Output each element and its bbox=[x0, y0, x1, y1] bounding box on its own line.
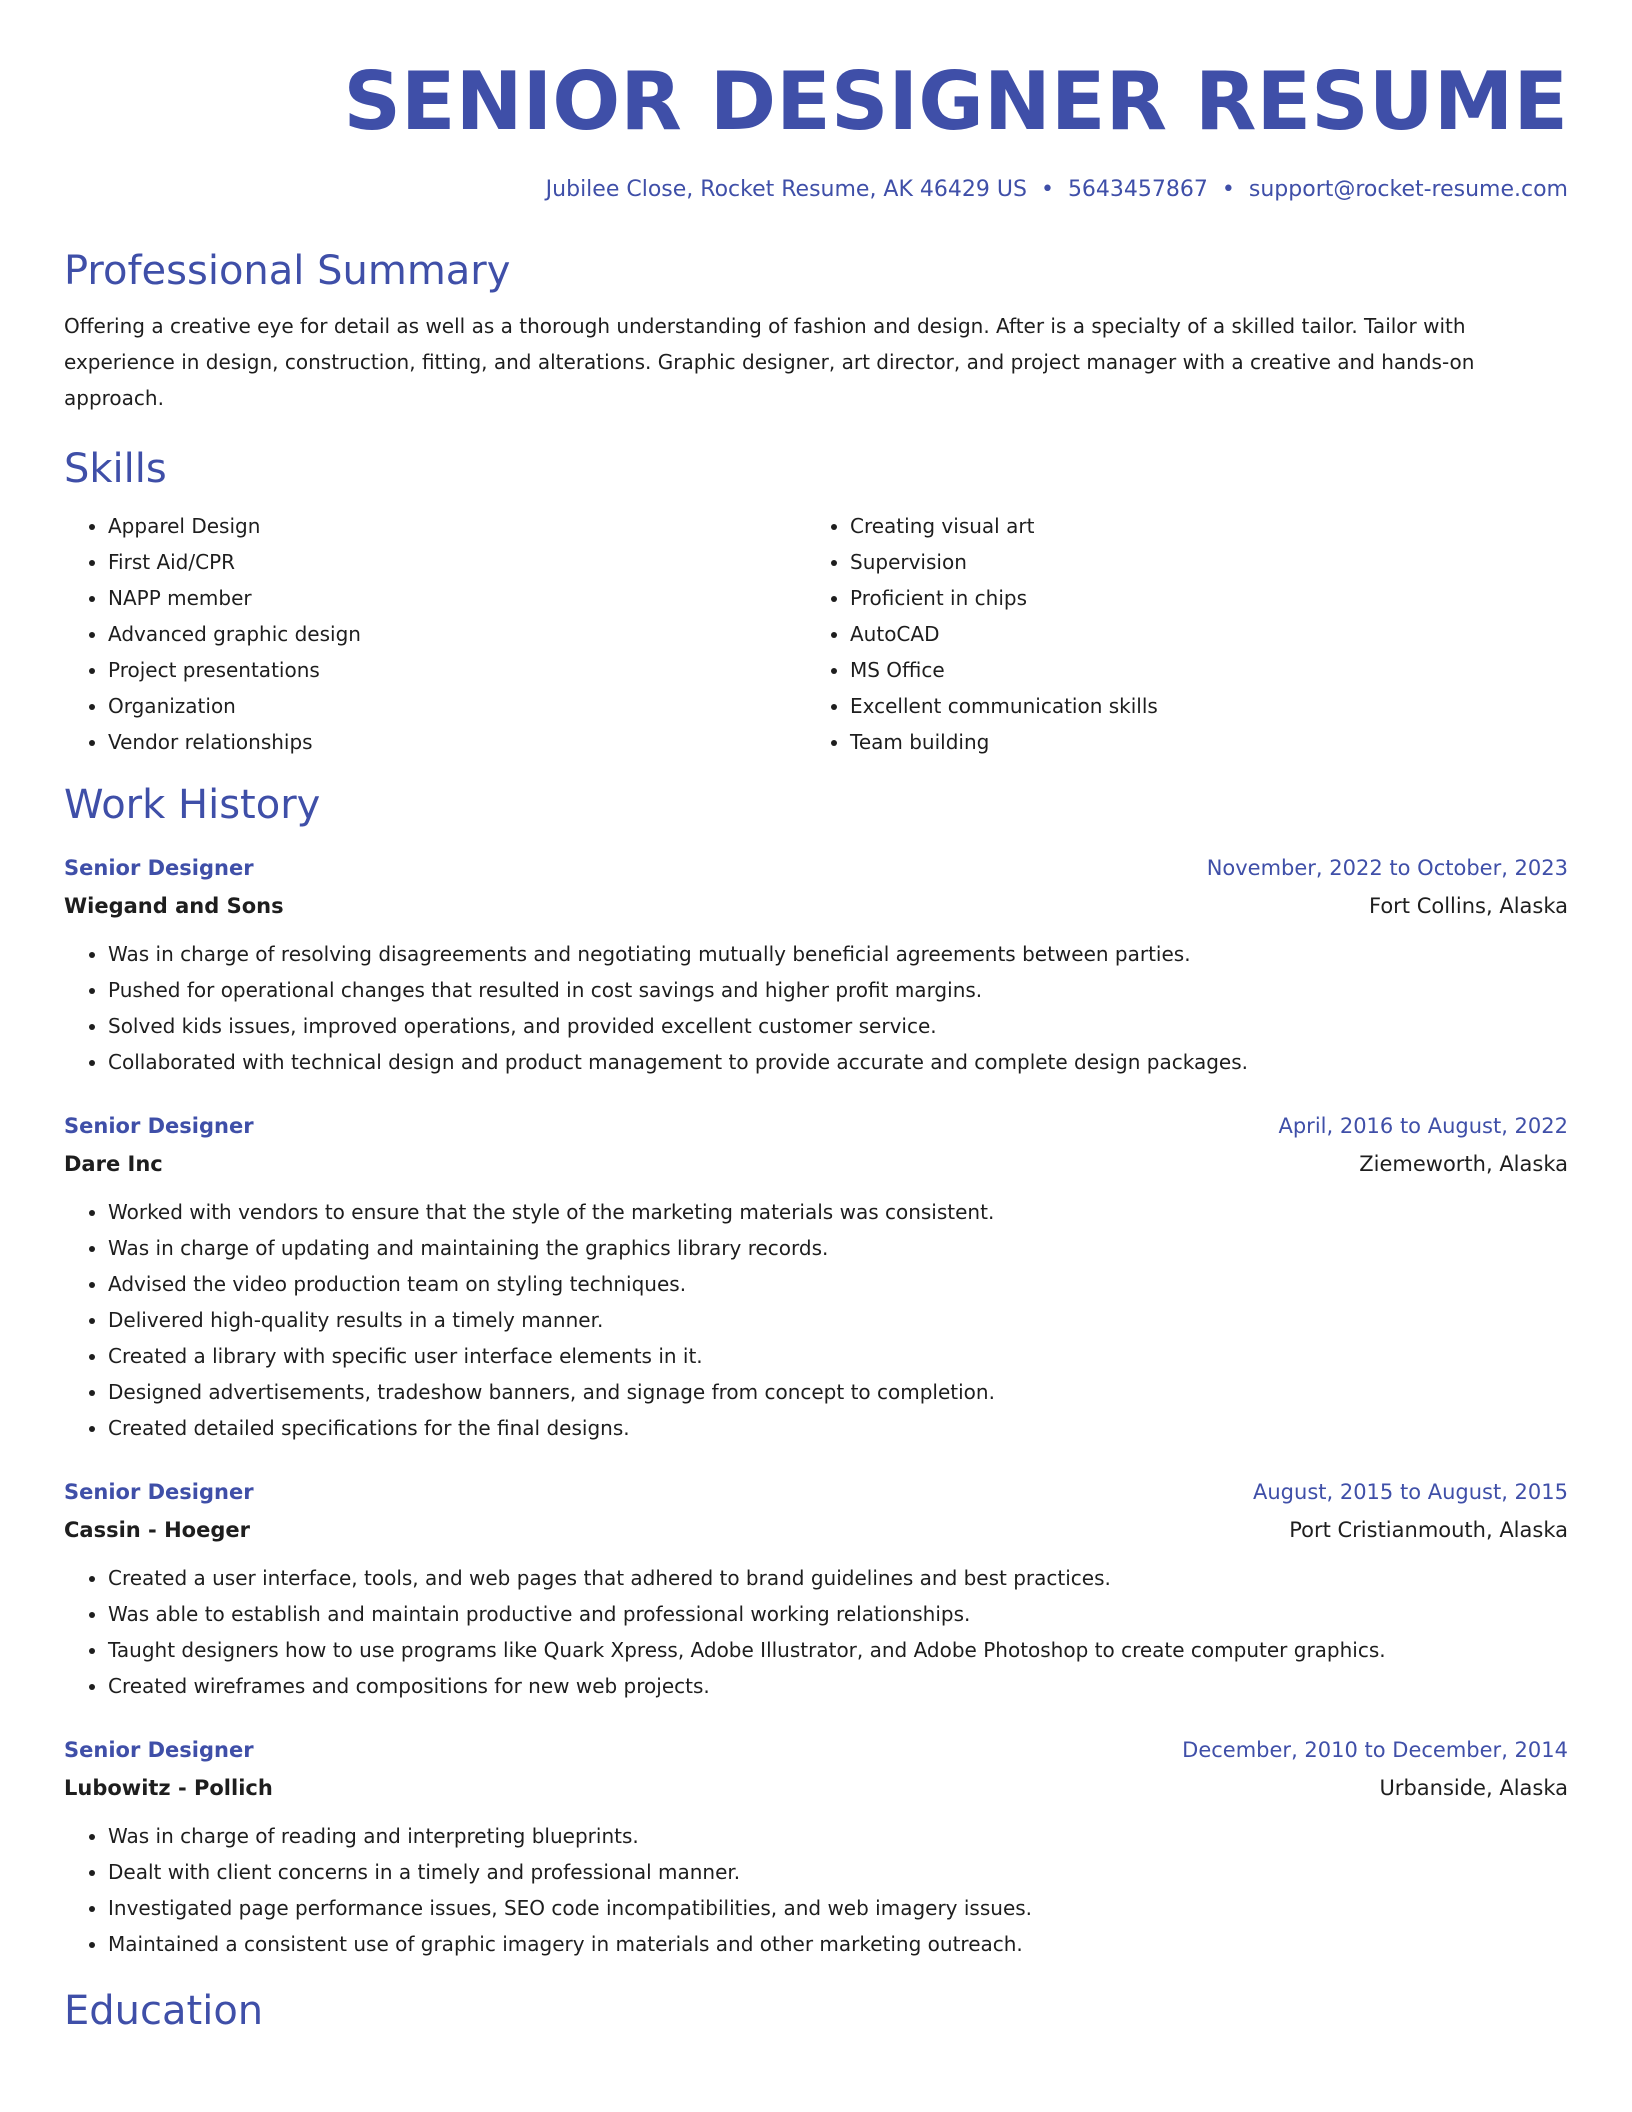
job-dates: December, 2010 to December, 2014 bbox=[1182, 1738, 1568, 1762]
resume-title: SENIOR DESIGNER RESUME bbox=[343, 55, 1568, 148]
duty-item: • Was in charge of reading and interpreting blueprints. bbox=[108, 1818, 1568, 1854]
skill-item: • Apparel Design bbox=[108, 508, 806, 544]
summary-heading: Professional Summary bbox=[64, 248, 511, 294]
duty-item: • Collaborated with technical design and product management to provide accurate and complete design packages. bbox=[108, 1044, 1568, 1080]
address: Jubilee Close, Rocket Resume, AK 46429 US bbox=[545, 177, 1027, 202]
duty-item: • Maintained a consistent use of graphic imagery in materials and other marketing outreach. bbox=[108, 1926, 1568, 1962]
skills-heading: Skills bbox=[64, 446, 167, 492]
job-duties bbox=[64, 1194, 1568, 1446]
job-company: Cassin - Hoeger bbox=[64, 1518, 250, 1542]
job-location: Urbanside, Alaska bbox=[1379, 1776, 1568, 1800]
job-entry bbox=[64, 1108, 1568, 1446]
skills-list-left bbox=[64, 508, 806, 760]
duty-item: • Taught designers how to use programs like Quark Xpress, Adobe Illustrator, and Adobe Photoshop to create computer graphics. bbox=[108, 1632, 1568, 1668]
job-location: Fort Collins, Alaska bbox=[1368, 894, 1568, 918]
email: support@rocket-resume.com bbox=[1248, 177, 1568, 202]
job-company: Wiegand and Sons bbox=[64, 894, 284, 918]
resume-header bbox=[64, 0, 1568, 206]
skills-list-right bbox=[806, 508, 1548, 760]
job-title: Senior Designer bbox=[64, 856, 254, 880]
duty-item: • Designed advertisements, tradeshow banners, and signage from concept to completion. bbox=[108, 1374, 1568, 1410]
duty-item: • Dealt with client concerns in a timely and professional manner. bbox=[108, 1854, 1568, 1890]
job-title-row bbox=[64, 1474, 1568, 1510]
job-entry bbox=[64, 1474, 1568, 1704]
skill-item: • Creating visual art bbox=[850, 508, 1548, 544]
summary-text: Offering a creative eye for detail as well as a thorough understanding of fashion and design. After is a specialty of a skilled tailor. Tailor with experience in design, construction, fitting, and alterations. Graphic designer, art director, and project manager with a creative and hands-on approach. bbox=[64, 314, 1475, 410]
job-company: Lubowitz - Pollich bbox=[64, 1776, 273, 1800]
contact-separator: • bbox=[1040, 177, 1054, 202]
job-entry bbox=[64, 850, 1568, 1080]
duty-item: • Worked with vendors to ensure that the style of the marketing materials was consistent. bbox=[108, 1194, 1568, 1230]
job-title: Senior Designer bbox=[64, 1738, 254, 1762]
job-duties bbox=[64, 936, 1568, 1080]
skills-grid bbox=[64, 508, 1568, 760]
duty-item: • Created a library with specific user interface elements in it. bbox=[108, 1338, 1568, 1374]
skill-item: • Excellent communication skills bbox=[850, 688, 1548, 724]
job-dates: August, 2015 to August, 2015 bbox=[1253, 1480, 1568, 1504]
contact-separator: • bbox=[1221, 177, 1235, 202]
skill-item: • AutoCAD bbox=[850, 616, 1548, 652]
contact-line bbox=[64, 174, 1568, 206]
skill-item: • NAPP member bbox=[108, 580, 806, 616]
education-heading: Education bbox=[64, 1988, 264, 2034]
work-history-heading: Work History bbox=[64, 782, 321, 828]
duty-item: • Delivered high-quality results in a timely manner. bbox=[108, 1302, 1568, 1338]
job-location: Port Cristianmouth, Alaska bbox=[1289, 1518, 1568, 1542]
skill-item: • Supervision bbox=[850, 544, 1548, 580]
job-company-row bbox=[64, 1144, 1568, 1184]
duty-item: • Created detailed specifications for the final designs. bbox=[108, 1410, 1568, 1446]
duty-item: • Was able to establish and maintain productive and professional working relationships. bbox=[108, 1596, 1568, 1632]
job-company-row bbox=[64, 1768, 1568, 1808]
job-duties bbox=[64, 1560, 1568, 1704]
duty-item: • Solved kids issues, improved operations, and provided excellent customer service. bbox=[108, 1008, 1568, 1044]
job-dates: April, 2016 to August, 2022 bbox=[1278, 1114, 1568, 1138]
duty-item: • Was in charge of updating and maintaining the graphics library records. bbox=[108, 1230, 1568, 1266]
job-company: Dare Inc bbox=[64, 1152, 163, 1176]
duty-item: • Created wireframes and compositions for new web projects. bbox=[108, 1668, 1568, 1704]
job-entry bbox=[64, 1732, 1568, 1962]
duty-item: • Investigated page performance issues, SEO code incompatibilities, and web imagery issues. bbox=[108, 1890, 1568, 1926]
job-duties bbox=[64, 1818, 1568, 1962]
duty-item: • Was in charge of resolving disagreements and negotiating mutually beneficial agreements between parties. bbox=[108, 936, 1568, 972]
phone: 5643457867 bbox=[1067, 177, 1208, 202]
skill-item: • Proficient in chips bbox=[850, 580, 1548, 616]
job-title-row bbox=[64, 1108, 1568, 1144]
job-dates: November, 2022 to October, 2023 bbox=[1206, 856, 1568, 880]
job-title: Senior Designer bbox=[64, 1114, 254, 1138]
job-location: Ziemeworth, Alaska bbox=[1359, 1152, 1568, 1176]
skill-item: • Vendor relationships bbox=[108, 724, 806, 760]
job-title-row bbox=[64, 1732, 1568, 1768]
job-title: Senior Designer bbox=[64, 1480, 254, 1504]
skill-item: • Team building bbox=[850, 724, 1548, 760]
job-company-row bbox=[64, 886, 1568, 926]
job-title-row bbox=[64, 850, 1568, 886]
duty-item: • Created a user interface, tools, and web pages that adhered to brand guidelines and best practices. bbox=[108, 1560, 1568, 1596]
skill-item: • Advanced graphic design bbox=[108, 616, 806, 652]
duty-item: • Advised the video production team on styling techniques. bbox=[108, 1266, 1568, 1302]
skill-item: • Project presentations bbox=[108, 652, 806, 688]
skill-item: • First Aid/CPR bbox=[108, 544, 806, 580]
job-company-row bbox=[64, 1510, 1568, 1550]
resume-page bbox=[64, 0, 1568, 2036]
skill-item: • Organization bbox=[108, 688, 806, 724]
duty-item: • Pushed for operational changes that resulted in cost savings and higher profit margins. bbox=[108, 972, 1568, 1008]
skill-item: • MS Office bbox=[850, 652, 1548, 688]
